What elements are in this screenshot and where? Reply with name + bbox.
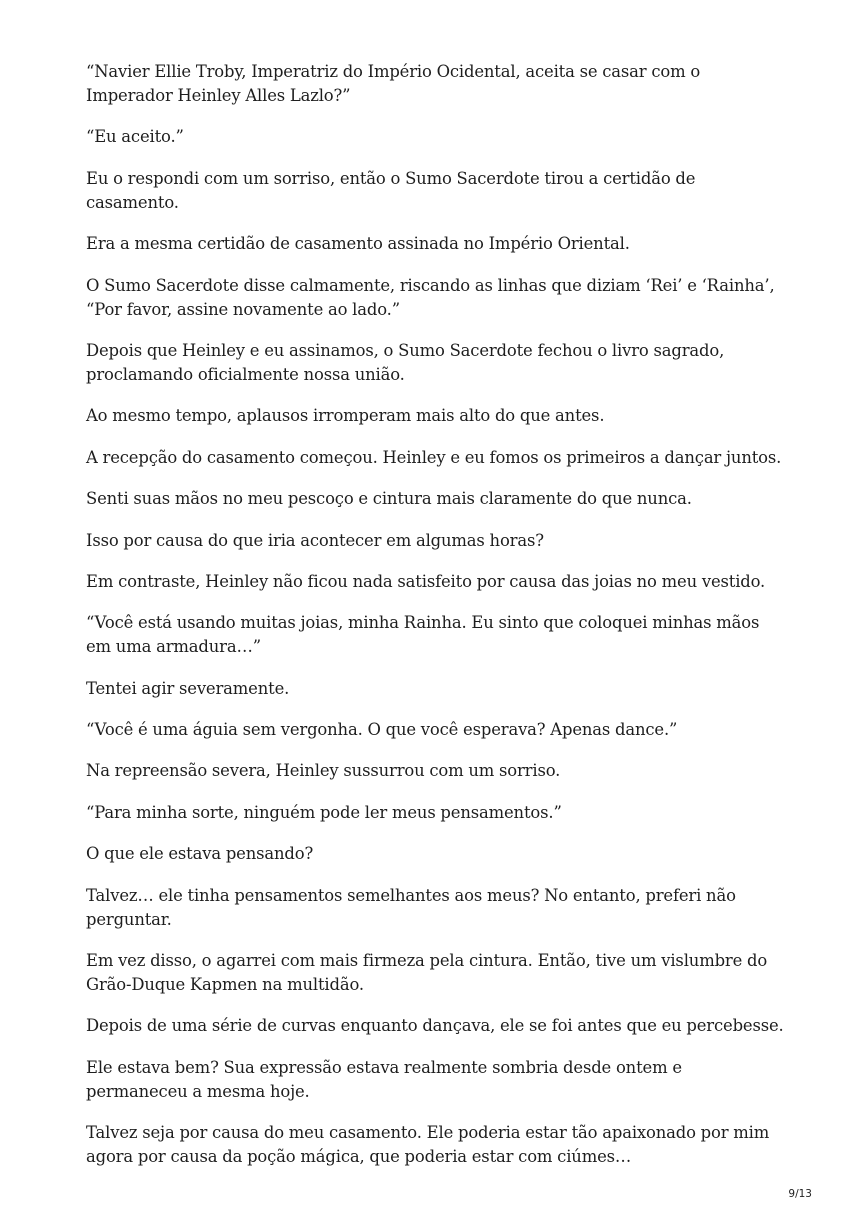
paragraph: “Você está usando muitas joias, minha Rainha. Eu sinto que coloquei minhas mãos em uma armadura…” xyxy=(86,613,760,657)
document-body xyxy=(86,60,786,1187)
paragraph: “Para minha sorte, ninguém pode ler meus pensamentos.” xyxy=(86,802,562,822)
paragraph: Em contraste, Heinley não ficou nada satisfeito por causa das joias no meu vestido. xyxy=(86,571,766,591)
paragraph: Depois de uma série de curvas enquanto dançava, ele se foi antes que eu percebesse. xyxy=(86,1016,784,1036)
paragraph: Tentei agir severamente. xyxy=(86,678,290,698)
paragraph: O que ele estava pensando? xyxy=(86,844,314,864)
paragraph: “Eu aceito.” xyxy=(86,127,184,147)
paragraph: Depois que Heinley e eu assinamos, o Sumo Sacerdote fechou o livro sagrado, proclamando oficialmente nossa união. xyxy=(86,340,725,384)
paragraph: Eu o respondi com um sorriso, então o Sumo Sacerdote tirou a certidão de casamento. xyxy=(86,168,696,212)
paragraph: Talvez… ele tinha pensamentos semelhantes aos meus? No entanto, preferi não perguntar. xyxy=(86,885,736,929)
paragraph: “Navier Ellie Troby, Imperatriz do Império Ocidental, aceita se casar com o Imperador Heinley Alles Lazlo?” xyxy=(86,62,701,105)
paragraph: A recepção do casamento começou. Heinley e eu fomos os primeiros a dançar juntos. xyxy=(86,447,782,467)
paragraph: Senti suas mãos no meu pescoço e cintura mais claramente do que nunca. xyxy=(86,489,692,509)
paragraph: Na repreensão severa, Heinley sussurrou com um sorriso. xyxy=(86,761,561,781)
paragraph: Ao mesmo tempo, aplausos irromperam mais alto do que antes. xyxy=(86,406,605,426)
paragraph: O Sumo Sacerdote disse calmamente, riscando as linhas que diziam ‘Rei’ e ‘Rainha’, “Por favor, assine novamente ao lado.” xyxy=(86,275,775,319)
paragraph: Isso por causa do que iria acontecer em algumas horas? xyxy=(86,530,544,550)
paragraph: Em vez disso, o agarrei com mais firmeza pela cintura. Então, tive um vislumbre do Grão-Duque Kapmen na multidão. xyxy=(86,951,768,995)
paragraph: Ele estava bem? Sua expressão estava realmente sombria desde ontem e permaneceu a mesma hoje. xyxy=(86,1057,682,1101)
page-number: 9/13 xyxy=(788,1188,812,1200)
paragraph: Talvez seja por causa do meu casamento. Ele poderia estar tão apaixonado por mim agora por causa da poção mágica, que poderia estar com ciúmes… xyxy=(86,1123,770,1167)
paragraph: “Você é uma águia sem vergonha. O que você esperava? Apenas dance.” xyxy=(86,720,678,740)
paragraph: Era a mesma certidão de casamento assinada no Império Oriental. xyxy=(86,234,630,254)
